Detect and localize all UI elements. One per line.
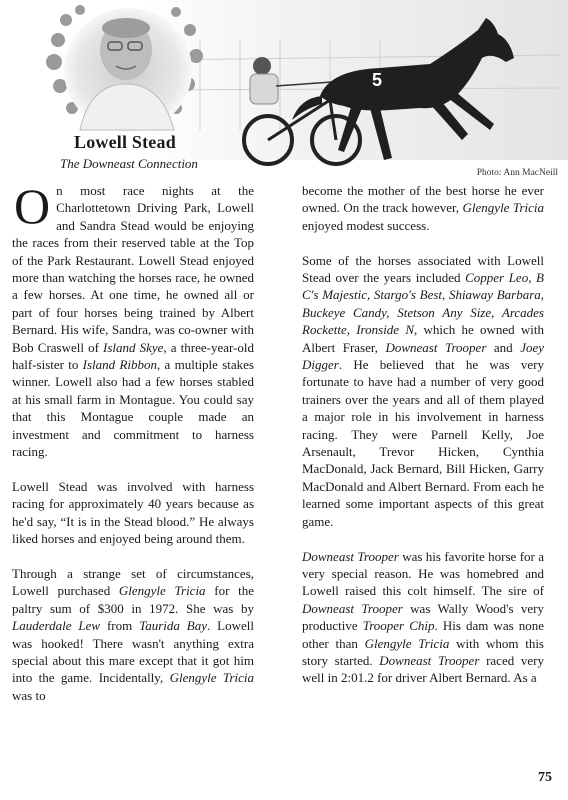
paragraph	[12, 565, 254, 704]
text-run: was his favorite horse for a very special reason. He was homebred and Lowell raised this colt himself. The sire of	[302, 548, 544, 599]
portrait-photo	[64, 8, 192, 132]
text-run: enjoyed modest success.	[302, 217, 430, 233]
article-subtitle: The Downeast Connection	[60, 156, 198, 171]
article-title: Lowell Stead	[74, 132, 176, 152]
text-run: was to	[12, 687, 46, 703]
text-run: become the mother of the best horse he ever owned. On the track however,	[302, 183, 544, 216]
text-run: . His dam was none other than	[302, 618, 545, 651]
text-run: and	[486, 339, 521, 355]
italic-text: Island Ribbon	[82, 357, 158, 373]
text-run: for the paltry sum of $300 in 1972. She was by	[12, 583, 254, 616]
text-run: was Wally Wood's very productive	[302, 600, 544, 634]
italic-text: Glengyle Tricia	[169, 670, 254, 686]
text-run: Some of the horses associated with Lowell Stead over the years included	[302, 252, 544, 286]
italic-text: Joey Digger	[302, 339, 544, 373]
italic-text: Downeast Trooper	[302, 548, 399, 564]
text-run: , a three-year-old half-sister to	[12, 339, 254, 373]
left-column	[12, 178, 254, 722]
italic-text: Lauderdale Lew	[12, 618, 101, 634]
text-run: Lowell Stead was involved with harness racing for approximately 40 years because as he'd say, “It is in the Stead blood.” He always liked horses and enjoyed being around them.	[12, 478, 254, 547]
italic-text: Trooper Chip	[362, 618, 435, 634]
drop-cap: O	[14, 178, 51, 234]
text-run: , a multiple stakes winner. Lowell also had a few horses stabled at his small farm in Montague. You could say that this Montague couple made an investment and commitment to harness racing.	[12, 357, 254, 460]
right-column	[302, 182, 544, 704]
italic-text: Downeast Trooper	[302, 600, 403, 616]
italic-text: Glengyle Tricia	[364, 635, 450, 651]
italic-text: Glengyle Tricia	[462, 200, 544, 216]
paragraph	[12, 478, 254, 548]
italic-text: Island Skye	[103, 339, 164, 355]
italic-text: Copper Leo, B C's Majestic, Stargo's Best, Shiaway Barbara, Buckeye Candy, Stetson Any Size, Arcades Rockette, Ironside N,	[302, 270, 544, 338]
text-run: . He believed that he was very fortunate to have had a number of very good trainers over the years and all of them played a major role in his involvement in harness racing. They were Parnell Kelly, Joe Arsenault, Trevor Hicken, Cynthia MacDonald, Jack Bernard, Bill Hicken, Garry MacDonald and Albert Bernard. From each he learned some important aspects of this great game.	[302, 357, 544, 529]
text-run: which he owned with Albert Fraser,	[302, 322, 545, 355]
text-run: n most race nights at the Charlottetown Driving Park, Lowell and Sandra Stead would be enjoying the races from their reserved table at the Top of the Park Restaurant. Lowell Stead enjoyed more than watching the horses race, he owned a few horses. At one time, he owned all or part of four horses being trained by Albert Bernard. His wife, Sandra, was co-owner with Bob Craswell of	[12, 183, 254, 355]
left-column-body	[12, 178, 254, 704]
text-run: with whom this story started.	[302, 635, 544, 668]
italic-text: Downeast Trooper	[379, 652, 480, 668]
text-run: Through a strange set of circumstances, Lowell purchased	[12, 565, 254, 599]
text-run: raced very well in 2:01.2 for driver Albert Bernard. As a	[302, 652, 544, 686]
italic-text: Downeast Trooper	[385, 339, 487, 355]
right-column-body	[302, 182, 544, 687]
paragraph	[302, 548, 544, 687]
italic-text: Glengyle Tricia	[118, 583, 206, 599]
text-run: . Lowell was hooked! There wasn't anything extra special about this mare except that it got him into the game. Incidentally,	[12, 618, 254, 686]
paragraph	[302, 182, 544, 234]
page-number: 75	[538, 770, 552, 785]
saddle-cloth-number: 5	[372, 70, 383, 90]
photo-credit: Photo: Ann MacNeill	[476, 168, 558, 178]
text-run: from	[100, 618, 140, 634]
paragraph	[302, 252, 544, 531]
italic-text: Taurida Bay	[139, 618, 207, 634]
